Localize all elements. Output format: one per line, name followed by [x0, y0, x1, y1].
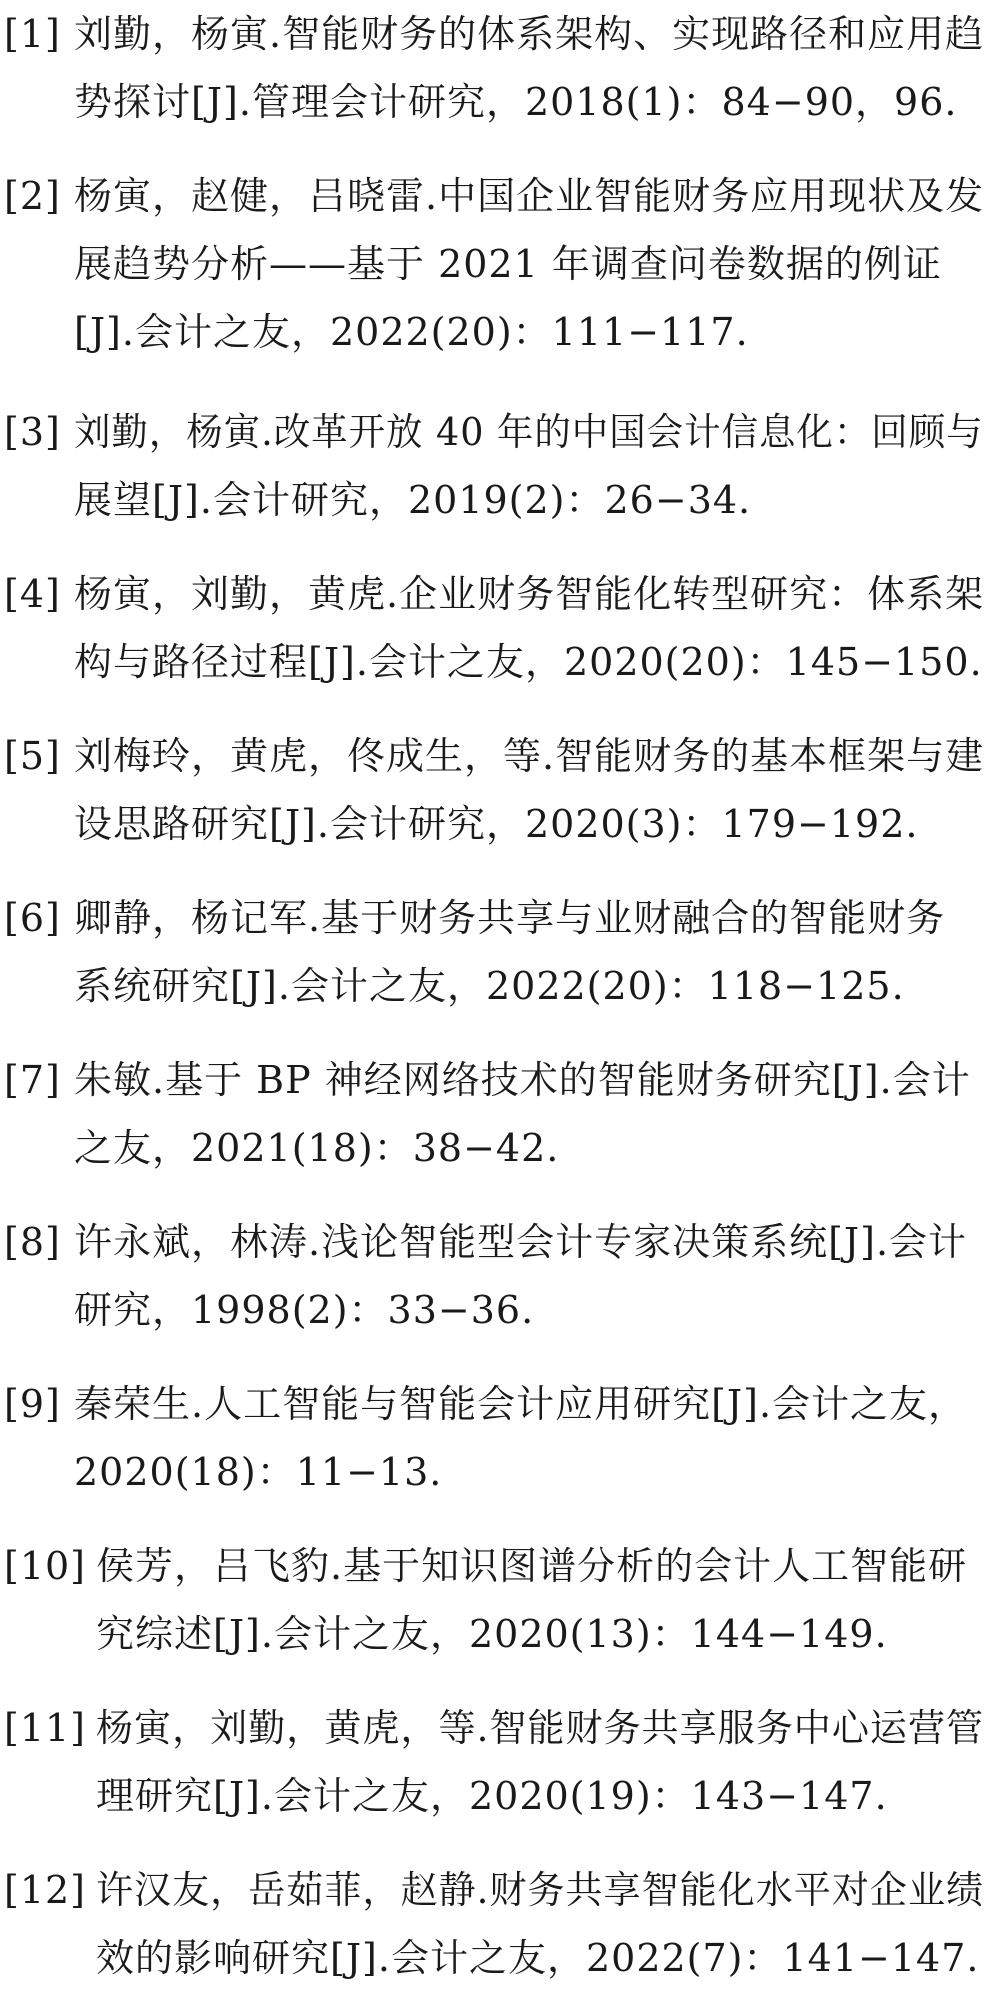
- reference-number: [10]: [4, 1544, 87, 1588]
- reference-text-line: 杨寅，刘勤，黄虎，等.智能财务共享服务中心运营管: [96, 1706, 985, 1750]
- reference-text-line: 2020(18)：11−13.: [74, 1450, 443, 1494]
- reference-item: [0, 162, 988, 366]
- reference-number: [9]: [4, 1382, 61, 1426]
- reference-text-line: 侯芳，吕飞豹.基于知识图谱分析的会计人工智能研: [96, 1544, 968, 1588]
- reference-text-line: 展趋势分析——基于 2021 年调查问卷数据的例证: [74, 242, 942, 286]
- reference-number: [8]: [4, 1220, 61, 1264]
- reference-text-line: 展望[J].会计研究，2019(2)：26−34.: [74, 478, 752, 522]
- reference-text-line: 刘勤，杨寅.智能财务的体系架构、实现路径和应用趋: [74, 12, 985, 56]
- reference-text-line: 设思路研究[J].会计研究，2020(3)：179−192.: [74, 802, 919, 846]
- reference-text-line: 究综述[J].会计之友，2020(13)：144−149.: [96, 1612, 888, 1656]
- reference-text-line: 理研究[J].会计之友，2020(19)：143−147.: [96, 1774, 888, 1818]
- reference-item: [0, 1208, 988, 1344]
- reference-item: [0, 0, 988, 136]
- reference-text-line: 杨寅，刘勤，黄虎.企业财务智能化转型研究：体系架: [74, 572, 985, 616]
- reference-number: [12]: [4, 1868, 87, 1912]
- reference-number: [5]: [4, 734, 61, 778]
- reference-text-line: 许永斌，林涛.浅论智能型会计专家决策系统[J].会计: [74, 1220, 968, 1264]
- reference-number: [2]: [4, 174, 61, 218]
- reference-text-line: 效的影响研究[J].会计之友，2022(7)：141−147.: [96, 1936, 980, 1980]
- reference-item: [0, 1046, 988, 1182]
- reference-number: [3]: [4, 410, 61, 454]
- reference-item: [0, 560, 988, 696]
- reference-number: [4]: [4, 572, 61, 616]
- reference-number: [7]: [4, 1058, 61, 1102]
- reference-number: [6]: [4, 896, 61, 940]
- reference-text-line: 刘梅玲，黄虎，佟成生，等.智能财务的基本框架与建: [74, 734, 985, 778]
- reference-text-line: 研究，1998(2)：33−36.: [74, 1288, 535, 1332]
- reference-item: [0, 398, 988, 534]
- reference-text-line: [J].会计之友，2022(20)：111−117.: [74, 310, 749, 354]
- reference-text-line: 许汉友，岳茹菲，赵静.财务共享智能化水平对企业绩: [96, 1868, 985, 1912]
- reference-number: [11]: [4, 1706, 87, 1750]
- reference-item: [0, 722, 988, 858]
- reference-number: [1]: [4, 12, 61, 56]
- reference-text-line: 之友，2021(18)：38−42.: [74, 1126, 560, 1170]
- reference-item: [0, 1532, 988, 1668]
- reference-text-line: 杨寅，赵健，吕晓雷.中国企业智能财务应用现状及发: [74, 174, 985, 218]
- reference-item: [0, 1856, 988, 1992]
- reference-text-line: 刘勤，杨寅.改革开放 40 年的中国会计信息化：回顾与: [74, 410, 984, 454]
- reference-text-line: 朱敏.基于 BP 神经网络技术的智能财务研究[J].会计: [74, 1058, 971, 1102]
- reference-text-line: 卿静，杨记军.基于财务共享与业财融合的智能财务: [74, 896, 946, 940]
- reference-text-line: 势探讨[J].管理会计研究，2018(1)：84−90，96.: [74, 80, 958, 124]
- reference-item: [0, 884, 988, 1020]
- reference-item: [0, 1370, 988, 1506]
- reference-item: [0, 1694, 988, 1830]
- reference-text-line: 构与路径过程[J].会计之友，2020(20)：145−150.: [74, 640, 983, 684]
- reference-text-line: 秦荣生.人工智能与智能会计应用研究[J].会计之友，: [74, 1382, 968, 1426]
- reference-text-line: 系统研究[J].会计之友，2022(20)：118−125.: [74, 964, 905, 1008]
